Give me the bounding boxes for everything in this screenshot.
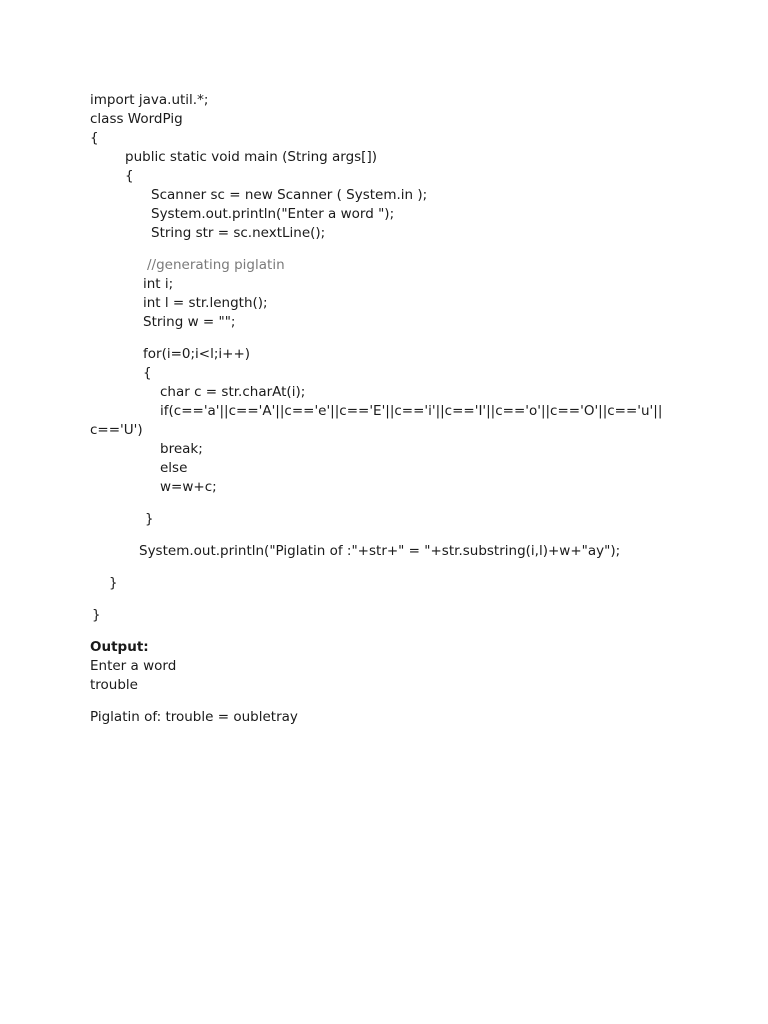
code-line-for-open-brace: { (143, 365, 152, 381)
code-line-if-condition-wrap: c=='U') (90, 422, 143, 438)
code-line-for-loop: for(i=0;i<l;i++) (143, 346, 251, 362)
code-line-main-open-brace: { (125, 168, 134, 184)
output-line-result: Piglatin of: trouble = oubletray (90, 709, 298, 725)
code-line-int-i: int i; (143, 276, 174, 292)
code-line-class-open-brace: { (90, 130, 99, 146)
code-line-prompt: System.out.println("Enter a word "); (151, 206, 395, 222)
code-line-if-condition: if(c=='a'||c=='A'||c=='e'||c=='E'||c=='i'||c=='I'||c=='o'||c=='O'||c=='u'|| (160, 403, 663, 419)
code-line-int-l: int l = str.length(); (143, 295, 268, 311)
code-line-class-close-brace: } (92, 607, 101, 623)
output-heading: Output: (90, 639, 149, 655)
code-line-main-close-brace: } (109, 575, 118, 591)
code-line-break: break; (160, 441, 203, 457)
code-line-for-close-brace: } (145, 511, 154, 527)
code-line-class-declaration: class WordPig (90, 111, 183, 127)
code-line-read-line: String str = sc.nextLine(); (151, 225, 326, 241)
code-line-import: import java.util.*; (90, 92, 209, 108)
code-line-else: else (160, 460, 188, 476)
code-line-string-w: String w = ""; (143, 314, 236, 330)
code-line-append: w=w+c; (160, 479, 217, 495)
output-line-input: trouble (90, 677, 138, 693)
code-line-scanner: Scanner sc = new Scanner ( System.in ); (151, 187, 428, 203)
code-line-char-c: char c = str.charAt(i); (160, 384, 306, 400)
output-line-prompt: Enter a word (90, 658, 177, 674)
code-comment: //generating piglatin (147, 257, 285, 273)
code-line-print-result: System.out.println("Piglatin of :"+str+" = "+str.substring(i,l)+w+"ay"); (139, 543, 621, 559)
code-line-main-declaration: public static void main (String args[]) (125, 149, 377, 165)
